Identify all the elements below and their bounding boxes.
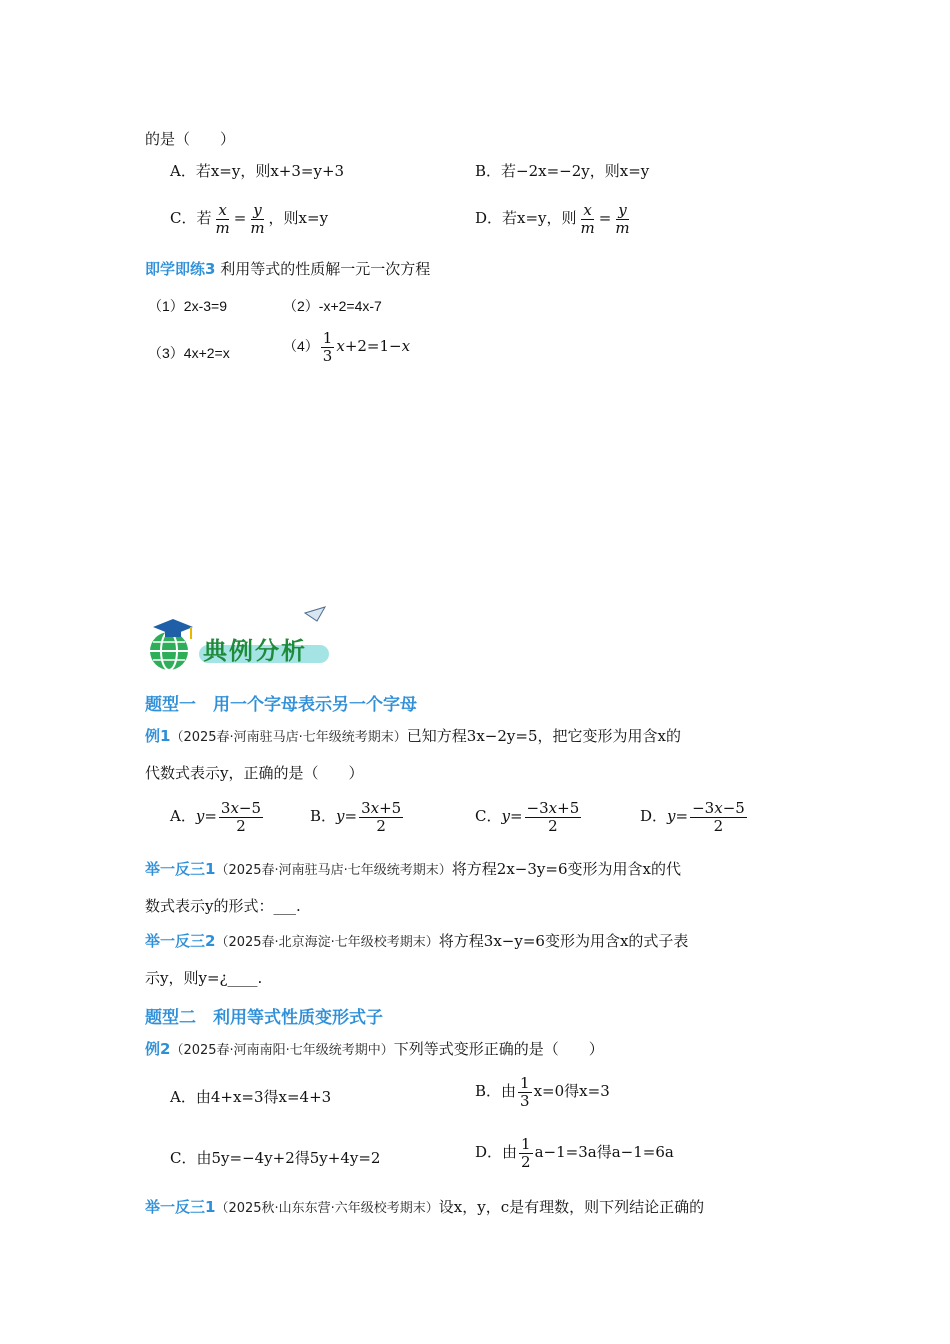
option-label: D． bbox=[475, 1143, 503, 1161]
example-source: （2025春·北京海淀·七年级校考期末） bbox=[215, 935, 439, 950]
fraction-one-third: $\frac{1}{3}$ bbox=[322, 329, 333, 365]
ex2-option-d bbox=[475, 1136, 674, 1170]
option-label: B． bbox=[475, 162, 502, 180]
example-text: 将方程3x−y=6变形为用含x的式子表 bbox=[438, 932, 689, 950]
example-source: （2025春·河南驻马店·七年级统考期末） bbox=[215, 863, 452, 878]
option-label: D． bbox=[640, 807, 668, 825]
option-text: x=0得x=3 bbox=[533, 1082, 610, 1100]
type2-heading: 题型二 利用等式性质变形式子 bbox=[145, 1008, 383, 1028]
option-a bbox=[170, 160, 344, 181]
example-source: （2025秋·山东东营·六年级校考期末） bbox=[215, 1201, 439, 1216]
option-c: C．若 $\frac{x}{m}$ = $\frac{y}{m}$ ，则x=y bbox=[170, 201, 329, 237]
drill-item-1: （1）2x-3=9 bbox=[148, 298, 227, 314]
drill-item-3: （3）4x+2=x bbox=[148, 345, 230, 361]
option-text: 若−2x=−2y，则x=y bbox=[501, 162, 650, 180]
ex2-option-c: C．由5y=−4y+2得5y+4y=2 bbox=[170, 1149, 381, 1167]
example-1-line1 bbox=[145, 725, 681, 746]
option-label: B． bbox=[310, 807, 337, 825]
option-text: ，则x=y bbox=[268, 209, 329, 227]
option-label: C． bbox=[170, 209, 197, 227]
fraction-y-over-m: $\frac{y}{m}$ bbox=[250, 201, 265, 237]
question-stem-tail: 的是（ ） bbox=[145, 130, 236, 148]
example-source: （2025春·河南驻马店·七年级统考期末） bbox=[170, 730, 407, 745]
drill-item-2: （2）-x+2=4x-7 bbox=[283, 298, 382, 314]
jy2-line1 bbox=[145, 930, 688, 951]
fraction-one-half: $\frac{1}{2}$ bbox=[521, 1135, 531, 1171]
option-d: D．若x=y，则 $\frac{x}{m}$ = $\frac{y}{m}$ bbox=[475, 201, 630, 237]
fraction-y-over-m: $\frac{y}{m}$ bbox=[615, 201, 630, 237]
ex1-option-b: B．y= $\frac{3x+5}{2}$ bbox=[310, 799, 402, 835]
ex2-option-a: A．由4+x=3得x=4+3 bbox=[170, 1088, 332, 1106]
option-text: 若x=y，则x+3=y+3 bbox=[195, 162, 345, 180]
option-text: 若 bbox=[196, 209, 212, 227]
example-2-line bbox=[145, 1038, 604, 1059]
example-source: （2025春·河南南阳·七年级统考期中） bbox=[170, 1043, 394, 1058]
jy-type2-line bbox=[145, 1196, 704, 1217]
section-banner bbox=[145, 605, 335, 673]
jy1-line2: 数式表示y的形式：___. bbox=[145, 897, 301, 915]
option-label: B． bbox=[475, 1082, 502, 1100]
option-label: A． bbox=[170, 807, 196, 825]
option-label: A． bbox=[170, 162, 196, 180]
fraction-x-over-m: $\frac{x}{m}$ bbox=[215, 201, 230, 237]
ex1-option-d: D．y= $\frac{-3x-5}{2}$ bbox=[640, 799, 745, 835]
ex2-option-b bbox=[475, 1075, 610, 1109]
drill-heading bbox=[145, 258, 430, 279]
option-text: 由 bbox=[501, 1082, 517, 1100]
type1-heading: 题型一 用一个字母表示另一个字母 bbox=[145, 695, 417, 715]
example-tag: 举一反三2 bbox=[145, 932, 216, 950]
ex1-option-c: C．y= $\frac{-3x+5}{2}$ bbox=[475, 799, 580, 835]
drill-title: 利用等式的性质解一元一次方程 bbox=[220, 260, 431, 278]
example-text: 下列等式变形正确的是（ ） bbox=[393, 1040, 604, 1058]
example-tag: 例1 bbox=[145, 727, 171, 745]
example-tag: 例2 bbox=[145, 1040, 171, 1058]
fraction: $\frac{3x-5}{2}$ bbox=[220, 799, 262, 835]
example-text: 已知方程3x−2y=5，把它变形为用含x的 bbox=[406, 727, 681, 745]
example-tag: 举一反三1 bbox=[145, 860, 216, 878]
banner-title: 典例分析 bbox=[203, 637, 307, 665]
option-b bbox=[475, 160, 649, 181]
example-text: 将方程2x−3y=6变形为用含x的代 bbox=[451, 860, 681, 878]
option-text: a−1=3a得a−1=6a bbox=[534, 1143, 674, 1161]
drill-tag: 即学即练3 bbox=[145, 260, 216, 278]
option-text: 由 bbox=[502, 1143, 518, 1161]
drill-item-label: （4） bbox=[283, 338, 319, 354]
option-label: C． bbox=[475, 807, 502, 825]
example-1-line2: 代数式表示y，正确的是（ ） bbox=[145, 764, 364, 782]
fraction: $\frac{-3x-5}{2}$ bbox=[692, 799, 745, 835]
drill-item-4: （4） $\frac{1}{3}$ x+2=1−x bbox=[283, 329, 411, 365]
option-text: 若x=y，则 bbox=[502, 209, 577, 227]
fraction-x-over-m: $\frac{x}{m}$ bbox=[580, 201, 595, 237]
jy1-line1 bbox=[145, 858, 681, 879]
fraction-one-third: $\frac{1}{3}$ bbox=[520, 1074, 530, 1110]
option-label: D． bbox=[475, 209, 503, 227]
example-tag: 举一反三1 bbox=[145, 1198, 216, 1216]
jy2-line2: 示y，则y=¿____. bbox=[145, 969, 263, 987]
fraction: $\frac{-3x+5}{2}$ bbox=[526, 799, 580, 835]
example-text: 设x，y，c是有理数，则下列结论正确的 bbox=[438, 1198, 705, 1216]
fraction: $\frac{3x+5}{2}$ bbox=[361, 799, 402, 835]
ex1-option-a: A．y= $\frac{3x-5}{2}$ bbox=[170, 799, 262, 835]
